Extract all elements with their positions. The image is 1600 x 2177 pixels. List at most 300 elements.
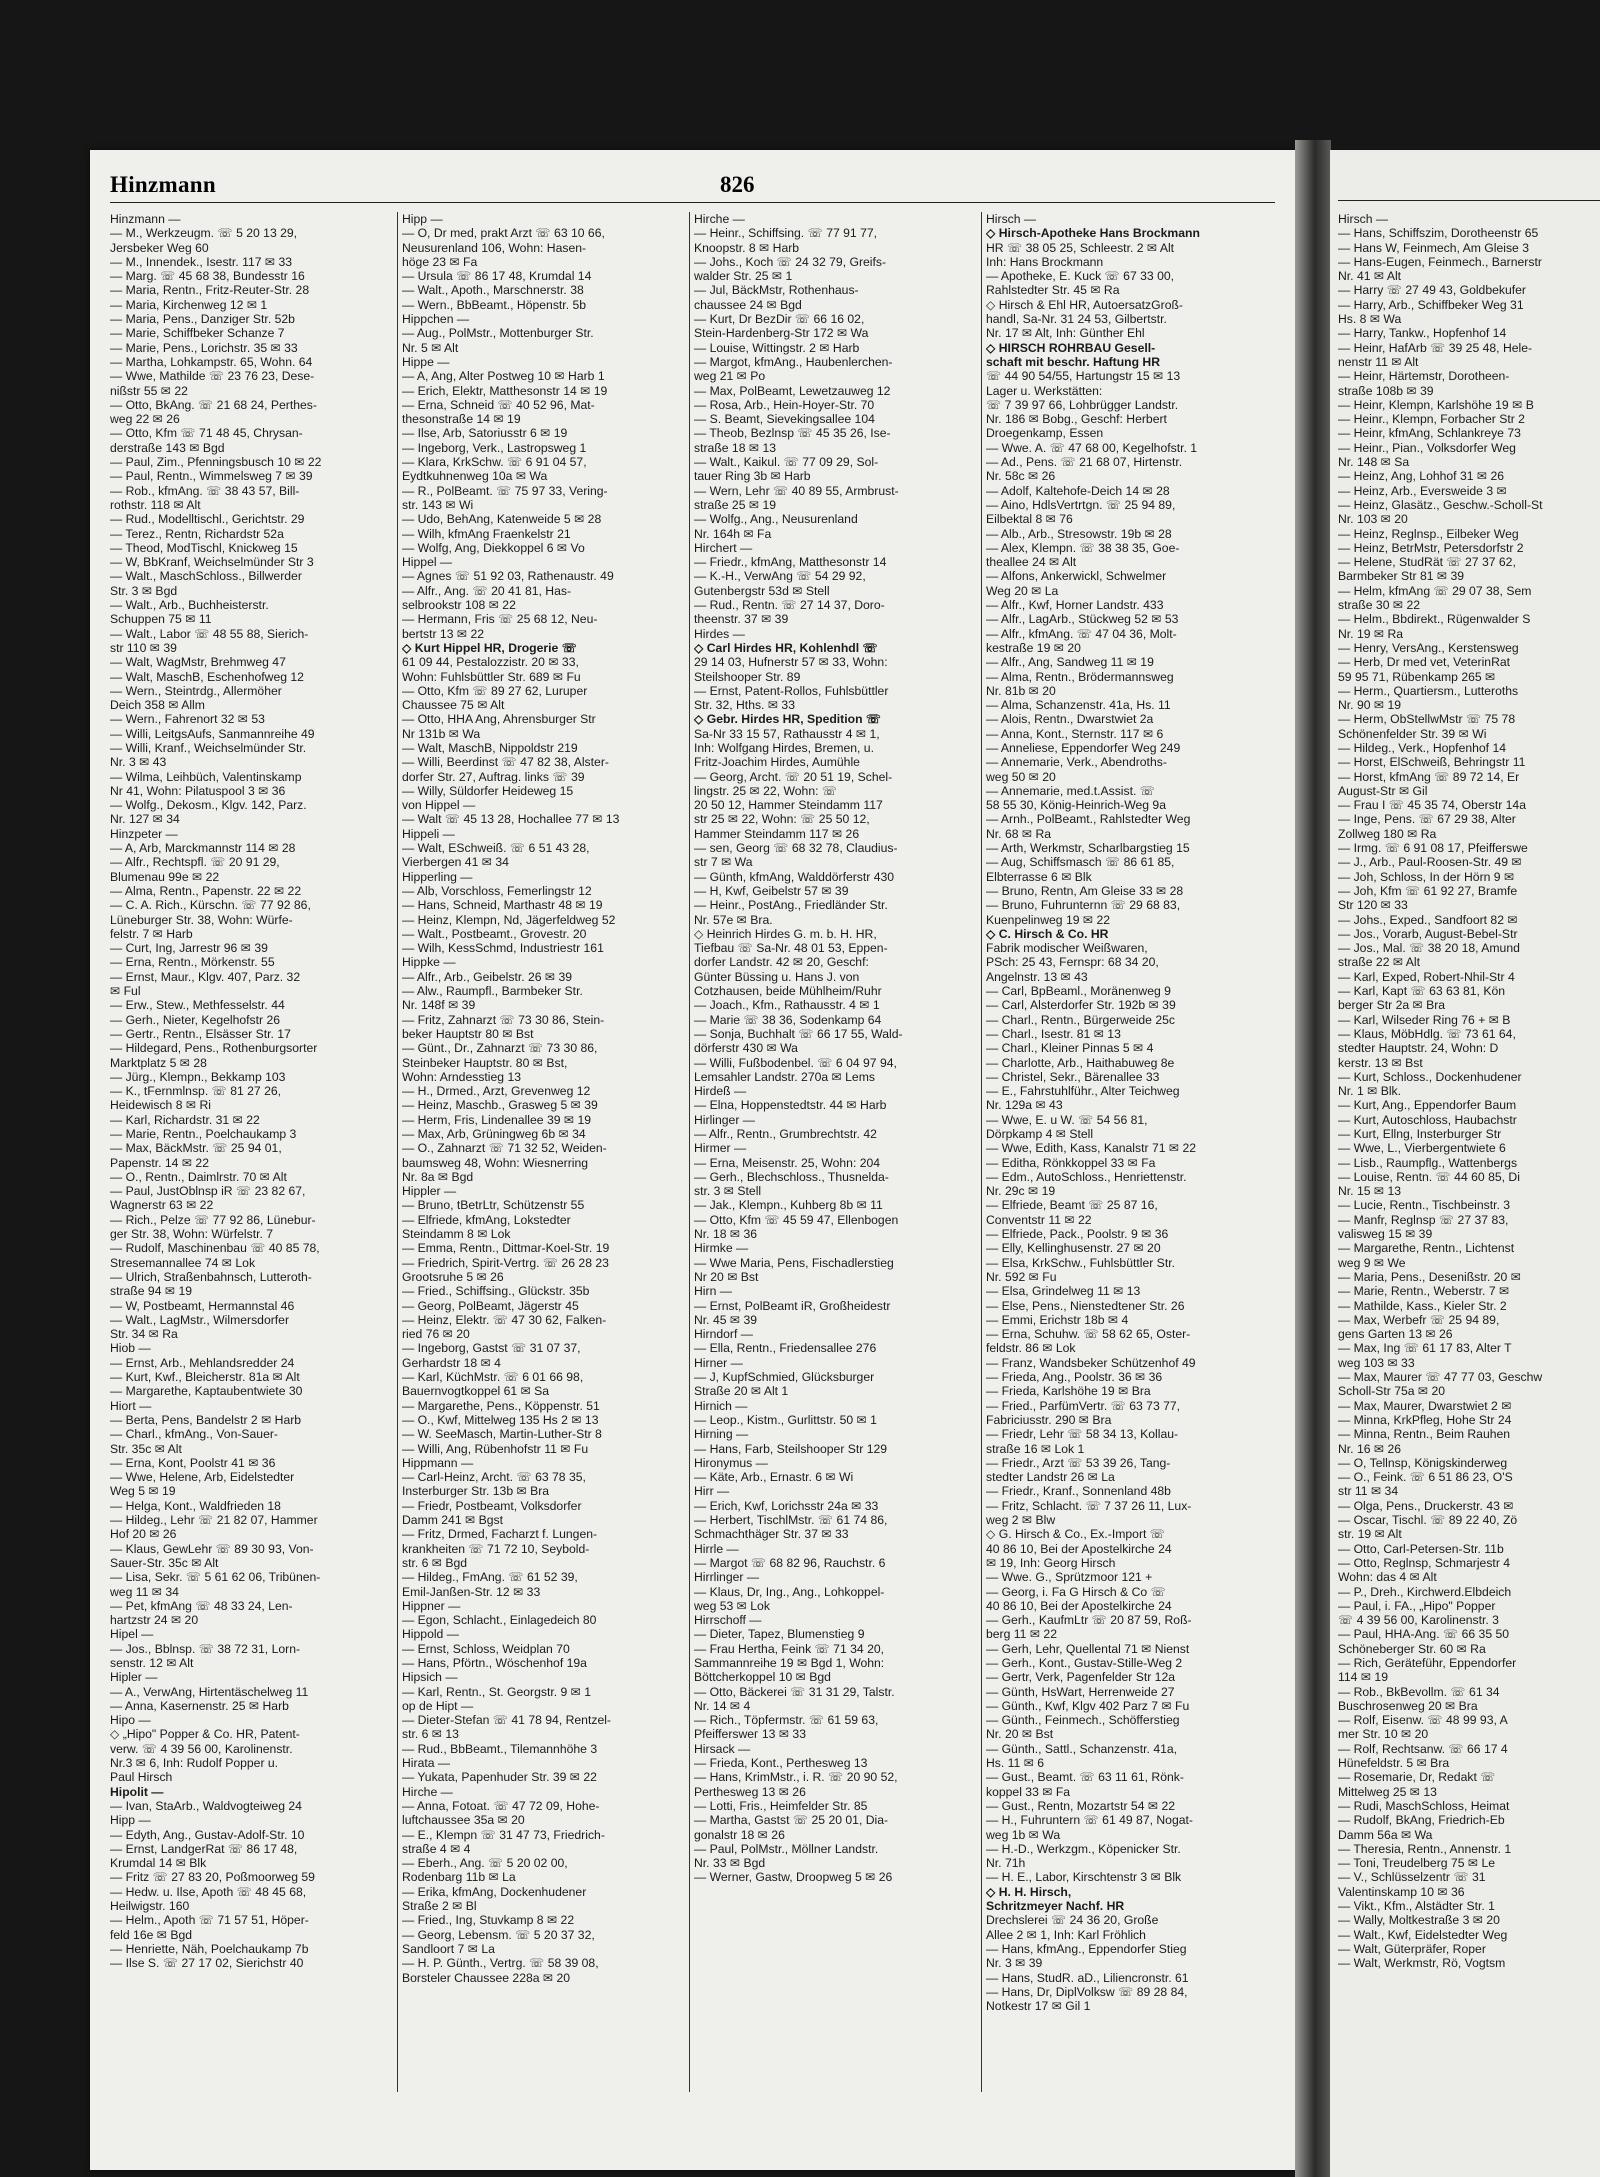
- directory-entry-line: ◇ HIRSCH ROHRBAU Gesell-: [986, 340, 1156, 355]
- directory-entry-line: — Alma, Rentn., Brödermannsweg: [986, 669, 1174, 684]
- directory-entry-line: 40 86 10, Bei der Apostelkirche 24: [986, 1598, 1172, 1613]
- directory-entry-line: ◇ H. H. Hirsch,: [986, 1884, 1072, 1899]
- directory-entry-line: Schuppen 75 ✉ 11: [110, 612, 212, 627]
- directory-entry-line: — Erika, kfmAng, Dockenhudener: [402, 1884, 587, 1899]
- directory-entry-line: baumsweg 48, Wohn: Wiesnerring: [402, 1155, 589, 1170]
- directory-entry-line: — Klaus, MöbHdlg. ☏ 73 61 64,: [1338, 1026, 1516, 1041]
- directory-entry-line: — Yukata, Papenhuder Str. 39 ✉ 22: [402, 1770, 597, 1785]
- directory-entry-line: — Horst, ElSchweiß, Behringstr 11: [1338, 755, 1526, 770]
- directory-entry-line: str. 6 ✉ Bgd: [402, 1555, 468, 1570]
- directory-entry-line: — Hildeg., Lehr ☏ 21 82 07, Hammer: [110, 1513, 318, 1528]
- directory-entry-line: — Kurt, Schloss., Dockenhudener: [1338, 1069, 1522, 1084]
- directory-entry-line: — Alfr., Rentn., Grumbrechtstr. 42: [694, 1127, 877, 1141]
- directory-entry-line: beker Hauptstr 80 ✉ Bst: [402, 1026, 534, 1041]
- directory-entry-line: von Hippel —: [402, 798, 476, 813]
- directory-entry-line: Hirdeß —: [694, 1084, 747, 1099]
- directory-entry-line: — H. E., Labor, Kirschtenstr 3 ✉ Blk: [986, 1870, 1182, 1885]
- directory-entry-line: Nr.3 ✉ 6, Inh: Rudolf Popper u.: [110, 1756, 279, 1771]
- directory-entry-line: Hirrlinger —: [694, 1570, 760, 1585]
- directory-entry-line: — Wern., Fahrenort 32 ✉ 53: [110, 712, 265, 727]
- directory-entry-line: Hippeli —: [402, 826, 455, 841]
- directory-entry-line: — Rolf, Eisenw. ☏ 48 99 93, A: [1338, 1713, 1508, 1728]
- directory-entry-line: Nr. 8a ✉ Bgd: [402, 1169, 474, 1184]
- directory-entry-line: Stein-Hardenberg-Str 172 ✉ Wa: [694, 326, 869, 341]
- directory-entry-line: ◇ Hirsch-Apotheke Hans Brockmann: [986, 226, 1200, 241]
- directory-entry-line: — W. SeeMasch, Martin-Luther-Str 8: [402, 1427, 602, 1442]
- directory-entry-line: op de Hipt —: [402, 1698, 474, 1713]
- directory-entry-line: — Jürg., Klempn., Bekkamp 103: [110, 1069, 286, 1084]
- directory-entry-line: — Gust., Beamt. ☏ 63 11 61, Rönk-: [986, 1770, 1184, 1785]
- directory-entry-line: Hirdes —: [694, 626, 745, 641]
- directory-entry-line: — Rudolf, BkAng, Friedrich-Eb: [1338, 1813, 1505, 1828]
- directory-entry-line: ried 76 ✉ 20: [402, 1327, 470, 1342]
- directory-entry-line: — Joh, Kfm ☏ 61 92 27, Bramfe: [1338, 883, 1518, 898]
- directory-entry-line: — Erna, Schneid ☏ 40 52 96, Mat-: [402, 397, 595, 412]
- directory-entry-line: — Alfr., Ang, Sandweg 11 ✉ 19: [986, 655, 1154, 670]
- directory-entry-line: Str. 34 ✉ Ra: [110, 1327, 178, 1342]
- directory-entry-line: Nr. 90 ✉ 19: [1338, 698, 1402, 713]
- directory-entry-line: Weg 20 ✉ La: [986, 583, 1059, 598]
- directory-entry-line: — Horst, kfmAng ☏ 89 72 14, Er: [1338, 769, 1520, 784]
- directory-entry-line: — Wwe. A. ☏ 47 68 00, Kegelhofstr. 1: [986, 440, 1198, 455]
- directory-entry-line: — Else, Pens., Nienstedtener Str. 26: [986, 1298, 1185, 1313]
- directory-entry-line: — Ulrich, Straßenbahnsch, Lutteroth-: [110, 1269, 312, 1284]
- directory-column-2: [402, 212, 685, 2112]
- directory-entry-line: — Jos., Vorarb, August-Bebel-Str: [1338, 926, 1518, 941]
- directory-entry-line: Nr. 57e ✉ Bra.: [694, 912, 773, 927]
- directory-entry-line: — Paul, HHA-Ang. ☏ 66 35 50: [1338, 1627, 1510, 1642]
- directory-entry-line: Eilbektal 8 ✉ 76: [986, 512, 1073, 527]
- directory-entry-line: Nr. 15 ✉ 13: [1338, 1184, 1402, 1199]
- directory-entry-line: Scholl-Str 75a ✉ 20: [1338, 1384, 1446, 1399]
- directory-entry-line: straße 108b ✉ 39: [1338, 383, 1434, 398]
- directory-entry-line: Hipsich —: [402, 1670, 458, 1685]
- page-number: 826: [720, 172, 755, 197]
- directory-entry-line: — Louise, Wittingstr. 2 ✉ Harb: [694, 340, 860, 355]
- directory-entry-line: — Georg, PolBeamt, Jägerstr 45: [402, 1298, 579, 1313]
- directory-entry-line: Hirndorf —: [694, 1327, 753, 1342]
- directory-entry-line: ✉ Ful: [110, 984, 141, 999]
- directory-entry-line: — Rud., BbBeamt., Tilemannhöhe 3: [402, 1741, 598, 1756]
- directory-entry-line: Damm 241 ✉ Bgst: [402, 1513, 503, 1528]
- column-divider: [981, 212, 982, 2092]
- directory-entry-line: — Max, PolBeamt, Lewetzauweg 12: [694, 383, 891, 398]
- directory-entry-line: Drechslerei ☏ 24 36 20, Große: [986, 1913, 1159, 1928]
- directory-entry-line: Marktplatz 5 ✉ 28: [110, 1055, 207, 1070]
- directory-entry-line: — Martha, Gastst ☏ 25 20 01, Dia-: [694, 1813, 889, 1828]
- directory-entry-line: — Vikt., Kfm., Alstädter Str. 1: [1338, 1899, 1495, 1914]
- directory-entry-line: Hirrschoff —: [694, 1613, 762, 1628]
- directory-entry-line: ☏ 44 90 54/55, Hartungstr 15 ✉ 13: [986, 369, 1181, 384]
- directory-entry-line: — Georg, Archt. ☏ 20 51 19, Schel-: [694, 769, 893, 784]
- directory-entry-line: — Helga, Kont., Waldfrieden 18: [110, 1498, 281, 1513]
- directory-entry-line: — Georg, Lebensm. ☏ 5 20 37 32,: [402, 1927, 595, 1942]
- directory-entry-line: — Carl-Heinz, Archt. ☏ 63 78 35,: [402, 1470, 586, 1485]
- directory-entry-line: — Elna, Hoppenstedtstr. 44 ✉ Harb: [694, 1098, 887, 1113]
- directory-entry-line: — Frieda, Ang., Poolstr. 36 ✉ 36: [986, 1370, 1163, 1385]
- directory-entry-line: — A., VerwAng, Hirtentäschelweg 11: [110, 1684, 309, 1699]
- directory-entry-line: — Hildeg., Verk., Hopfenhof 14: [1338, 740, 1507, 755]
- directory-entry-line: Str 120 ✉ 33: [1338, 898, 1408, 913]
- directory-entry-line: Notkestr 17 ✉ Gil 1: [986, 1999, 1091, 2014]
- directory-entry-line: — Wern, Lehr ☏ 40 89 55, Armbrust-: [694, 483, 899, 498]
- directory-entry-line: Schönenfelder Str. 39 ✉ Wi: [1338, 726, 1487, 741]
- directory-entry-line: — Theresia, Rentn., Annenstr. 1: [1338, 1841, 1512, 1856]
- directory-entry-line: 20 50 12, Hammer Steindamm 117: [694, 798, 883, 813]
- directory-entry-line: — Otto, Carl-Petersen-Str. 11b: [1338, 1541, 1504, 1556]
- directory-entry-line: — Friedr., Kranf., Sonnenland 48b: [986, 1484, 1171, 1499]
- directory-entry-line: — Wwe, L., Vierbergentwiete 6: [1338, 1141, 1506, 1156]
- directory-entry-line: — S. Beamt, Sievekingsallee 104: [694, 412, 875, 427]
- directory-entry-line: — Wern., BbBeamt., Höpenstr. 5b: [402, 297, 587, 312]
- directory-entry-line: — Rud., Rentn. ☏ 27 14 37, Doro-: [694, 598, 885, 613]
- directory-entry-line: — Wolfg., Dekosm., Klgv. 142, Parz.: [110, 798, 307, 813]
- directory-entry-line: — Heinr, HafArb ☏ 39 25 48, Hele-: [1338, 340, 1533, 355]
- directory-entry-line: — Bruno, tBetrLtr, Schützenstr 55: [402, 1198, 585, 1213]
- directory-entry-line: — Elly, Kellinghusenstr. 27 ✉ 20: [986, 1241, 1161, 1256]
- directory-entry-line: — Ilse S. ☏ 27 17 02, Sierichstr 40: [110, 1956, 304, 1971]
- directory-entry-line: — Friedr., kfmAng, Matthesonstr 14: [694, 555, 887, 570]
- directory-entry-line: Stresemannallee 74 ✉ Lok: [110, 1255, 256, 1270]
- directory-entry-line: tauer Ring 3b ✉ Harb: [694, 469, 811, 484]
- directory-entry-line: Insterburger Str. 13b ✉ Bra: [402, 1484, 550, 1499]
- directory-entry-line: Hirchert —: [694, 540, 753, 555]
- directory-entry-line: berg 11 ✉ 22: [986, 1627, 1057, 1642]
- directory-entry-line: — Walt, Güterpräfer, Roper: [1338, 1941, 1486, 1956]
- directory-entry-line: — Apotheke, E. Kuck ☏ 67 33 00,: [986, 269, 1175, 284]
- directory-entry-line: 114 ✉ 19: [1338, 1670, 1388, 1685]
- directory-entry-line: — Wwe, Edith, Kass, Kanalstr 71 ✉ 22: [986, 1141, 1197, 1156]
- directory-entry-line: — Maria, Pens., Danziger Str. 52b: [110, 312, 295, 327]
- directory-entry-line: — Frau Hertha, Feink ☏ 71 34 20,: [694, 1641, 885, 1656]
- directory-entry-line: — Hans, Farb, Steilshooper Str 129: [694, 1441, 888, 1456]
- directory-entry-line: — O, Dr med, prakt Arzt ☏ 63 10 66,: [402, 226, 605, 241]
- directory-entry-line: nenstr 11 ✉ Alt: [1338, 354, 1419, 369]
- directory-entry-line: — Otto, Bäckerei ☏ 31 31 29, Talstr.: [694, 1684, 895, 1699]
- directory-entry-line: — Günth, HsWart, Herrenweide 27: [986, 1684, 1175, 1699]
- directory-entry-line: — Herb, Dr med vet, VeterinRat: [1338, 655, 1511, 670]
- directory-entry-line: ✉ 19, Inh: Georg Hirsch: [986, 1555, 1116, 1570]
- directory-entry-line: Nr. 164h ✉ Fa: [694, 526, 772, 541]
- directory-entry-line: — Herm, Fris, Lindenallee 39 ✉ 19: [402, 1112, 592, 1127]
- directory-entry-line: — W, Postbeamt, Hermannstal 46: [110, 1298, 295, 1313]
- directory-entry-line: — Terez., Rentn, Richardstr 52a: [110, 526, 284, 541]
- directory-entry-line: Hünefeldstr. 5 ✉ Bra: [1338, 1756, 1450, 1771]
- directory-entry-line: Nr. 14 ✉ 4: [694, 1698, 751, 1713]
- directory-entry-line: — Heinz, Klempn, Nd, Jägerfeldweg 52: [402, 912, 616, 927]
- directory-column-5: [1338, 212, 1600, 2112]
- directory-entry-line: weg 50 ✉ 20: [986, 769, 1056, 784]
- directory-entry-line: — Elfriede, Beamt ☏ 25 87 16,: [986, 1198, 1158, 1213]
- directory-entry-line: — Hedw. u. Ilse, Apoth ☏ 48 45 68,: [110, 1884, 307, 1899]
- directory-entry-line: Kuenpelinweg 19 ✉ 22: [986, 912, 1111, 927]
- directory-entry-line: — Alfr., Ang. ☏ 20 41 81, Has-: [402, 583, 572, 598]
- directory-entry-line: Nr. 41 ✉ Alt: [1338, 269, 1402, 284]
- directory-entry-line: — Karl, KüchMstr. ☏ 6 01 66 98,: [402, 1370, 584, 1385]
- directory-entry-line: Valentinskamp 10 ✉ 36: [1338, 1884, 1465, 1899]
- directory-entry-line: — Udo, BehAng, Katenweide 5 ✉ 28: [402, 512, 602, 527]
- directory-entry-line: Neusurenland 106, Wohn: Hasen-: [402, 240, 587, 255]
- directory-entry-line: weg 9 ✉ We: [1338, 1255, 1406, 1270]
- running-header: [110, 172, 1275, 203]
- directory-entry-line: Hirata —: [402, 1756, 451, 1771]
- directory-entry-line: — Gertr., Rentn., Elsässer Str. 17: [110, 1026, 291, 1041]
- directory-entry-line: Wagnerstr 63 ✉ 22: [110, 1198, 214, 1213]
- directory-entry-line: Gerhardstr 18 ✉ 4: [402, 1355, 501, 1370]
- directory-entry-line: Nr. 81b ✉ 20: [986, 683, 1056, 698]
- directory-entry-line: — Walt, Werkmstr, Rö, Vogtsm: [1338, 1956, 1506, 1971]
- directory-entry-line: — Olga, Pens., Druckerstr. 43 ✉: [1338, 1498, 1514, 1513]
- directory-entry-line: handl, Sa-Nr. 31 24 53, Gilbertstr.: [986, 312, 1167, 327]
- directory-entry-line: — Marie, Schiffbeker Schanze 7: [110, 326, 285, 341]
- directory-entry-line: Hammer Steindamm 117 ✉ 26: [694, 826, 860, 841]
- directory-entry-line: Hirlinger —: [694, 1112, 755, 1127]
- directory-entry-line: August-Str ✉ Gil: [1338, 783, 1428, 798]
- directory-entry-line: Hipperling —: [402, 869, 473, 884]
- directory-entry-line: — W, BbKranf, Weichselmünder Str 3: [110, 555, 314, 570]
- directory-entry-line: straße 94 ✉ 19: [110, 1284, 193, 1299]
- directory-entry-line: Tiefbau ☏ Sa-Nr. 48 01 53, Eppen-: [694, 941, 888, 956]
- directory-entry-line: — Bruno, Fuhrunternn ☏ 29 68 83,: [986, 898, 1181, 913]
- directory-entry-line: Hipler —: [110, 1670, 158, 1685]
- directory-entry-line: — Emmi, Erichstr 18b ✉ 4: [986, 1312, 1129, 1327]
- directory-entry-line: kerstr. 13 ✉ Bst: [1338, 1055, 1423, 1070]
- directory-entry-line: — Max, Werbefr ☏ 25 94 89,: [1338, 1312, 1500, 1327]
- directory-entry-line: — Max, Maurer ☏ 47 77 03, Geschw: [1338, 1370, 1543, 1385]
- directory-entry-line: Hirsack —: [694, 1741, 751, 1756]
- directory-entry-line: — Charl., Kleiner Pinnas 5 ✉ 4: [986, 1041, 1154, 1056]
- directory-entry-line: — Wwe Maria, Pens, Fischadlerstieg: [694, 1255, 894, 1270]
- directory-entry-line: Sammannreihe 19 ✉ Bgd 1, Wohn:: [694, 1655, 885, 1670]
- directory-entry-line: — Frieda, Karlshöhe 19 ✉ Bra: [986, 1384, 1151, 1399]
- directory-entry-line: Fabriciusstr. 290 ✉ Bra: [986, 1412, 1112, 1427]
- directory-entry-line: straße 16 ✉ Lok 1: [986, 1441, 1085, 1456]
- directory-entry-line: — Ernst, LandgerRat ☏ 86 17 48,: [110, 1841, 298, 1856]
- directory-entry-line: — Gerh., Blechschloss., Thusnelda-: [694, 1169, 889, 1184]
- directory-entry-line: kestraße 19 ✉ 20: [986, 640, 1081, 655]
- directory-entry-line: lingstr. 25 ✉ 22, Wohn: ☏: [694, 783, 838, 798]
- directory-entry-line: 58 55 30, König-Heinrich-Weg 9a: [986, 798, 1166, 813]
- directory-entry-line: Lüneburger Str. 38, Wohn: Würfe-: [110, 912, 293, 927]
- directory-entry-line: stedter Hauptstr. 24, Wohn: D: [1338, 1041, 1499, 1056]
- directory-entry-line: — Emma, Rentn., Dittmar-Koel-Str. 19: [402, 1241, 610, 1256]
- directory-entry-line: — Hans W, Feinmech, Am Gleise 3: [1338, 240, 1529, 255]
- directory-entry-line: 61 09 44, Pestalozzistr. 20 ✉ 33,: [402, 655, 579, 670]
- directory-entry-line: — Ella, Rentn., Friedensallee 276: [694, 1341, 877, 1356]
- directory-entry-line: — Hans, Schiffszim, Dorotheenstr 65: [1338, 226, 1539, 241]
- directory-entry-line: — Marie, Rentn., Poelchaukamp 3: [110, 1127, 297, 1141]
- directory-entry-line: Barmbeker Str 81 ✉ 39: [1338, 569, 1465, 584]
- directory-entry-line: Eydtkuhnenweg 10a ✉ Wa: [402, 469, 548, 484]
- directory-entry-line: — J, KupfSchmied, Glücksburger: [694, 1370, 875, 1385]
- directory-entry-line: — Karl, Exped, Robert-Nhil-Str 4: [1338, 969, 1515, 984]
- directory-entry-line: straße 25 ✉ 19: [694, 497, 777, 512]
- directory-entry-line: — O, Tellnsp, Königskinderweg: [1338, 1455, 1508, 1470]
- directory-entry-line: — Wern., Steintrdg., Allermöher: [110, 683, 282, 698]
- directory-entry-line: — Hans, kfmAng., Eppendorfer Stieg: [986, 1941, 1187, 1956]
- directory-entry-line: — Ad., Pens. ☏ 21 68 07, Hirtenstr.: [986, 455, 1183, 470]
- directory-entry-line: — Friedr, Postbeamt, Volksdorfer: [402, 1498, 582, 1513]
- directory-entry-line: Dörpkamp 4 ✉ Stell: [986, 1127, 1094, 1141]
- directory-entry-line: — Alfons, Ankerwickl, Schwelmer: [986, 569, 1167, 584]
- directory-entry-line: weg 1b ✉ Wa: [986, 1827, 1061, 1842]
- directory-entry-line: — Fried., Ing, Stuvkamp 8 ✉ 22: [402, 1913, 575, 1928]
- directory-entry-line: — Erna, Kont, Poolstr 41 ✉ 36: [110, 1455, 276, 1470]
- directory-entry-line: ☏ 7 39 97 66, Lohbrügger Landstr.: [986, 397, 1179, 412]
- directory-entry-line: — Gust., Rentn, Mozartstr 54 ✉ 22: [986, 1798, 1176, 1813]
- directory-entry-line: — Max, BäckMstr. ☏ 25 94 01,: [110, 1141, 282, 1156]
- directory-entry-line: Nr. 186 ✉ Bobg., Geschf: Herbert: [986, 412, 1167, 427]
- directory-entry-line: — Marie ☏ 38 36, Sodenkamp 64: [694, 1012, 882, 1027]
- directory-entry-line: — Arnh., PolBeamt., Rahlstedter Weg: [986, 812, 1191, 827]
- directory-entry-line: Grootsruhe 5 ✉ 26: [402, 1269, 504, 1284]
- directory-entry-line: — Kurt, Autoschloss, Haubachstr: [1338, 1112, 1517, 1127]
- directory-entry-line: Nr. 16 ✉ 26: [1338, 1441, 1402, 1456]
- directory-entry-line: weg 21 ✉ Po: [694, 369, 766, 384]
- directory-entry-line: straße 18 ✉ 13: [694, 440, 777, 455]
- directory-entry-line: — Karl, Wilseder Ring 76 + ✉ B: [1338, 1012, 1511, 1027]
- directory-entry-line: — Margot, kfmAng., Haubenlerchen-: [694, 354, 893, 369]
- directory-entry-line: Hippe —: [402, 354, 450, 369]
- directory-entry-line: — Wilma, Leihbüch, Valentinskamp: [110, 769, 302, 784]
- directory-entry-line: weg 22 ✉ 26: [110, 412, 180, 427]
- directory-entry-line: — Anna, Kasernenstr. 25 ✉ Harb: [110, 1698, 289, 1713]
- directory-entry-line: — Herm., Quartiersm., Lutteroths: [1338, 683, 1519, 698]
- directory-entry-line: — H.-D., Werkzgm., Köpenicker Str.: [986, 1841, 1181, 1856]
- directory-entry-line: Hinzmann —: [110, 212, 181, 226]
- directory-column-3: [694, 212, 977, 2112]
- directory-entry-line: — Ingeborg, Gastst ☏ 31 07 37,: [402, 1341, 581, 1356]
- directory-entry-line: Mittelweg 25 ✉ 13: [1338, 1784, 1437, 1799]
- directory-entry-line: — Anna, Fotoat. ☏ 47 72 09, Hohe-: [402, 1798, 600, 1813]
- directory-entry-line: — Klaus, Dr, Ing., Ang., Lohkoppel-: [694, 1584, 885, 1599]
- directory-entry-line: — Harry, Arb., Schiffbeker Weg 31: [1338, 297, 1524, 312]
- directory-entry-line: — Otto, HHA Ang, Ahrensburger Str: [402, 712, 596, 727]
- directory-entry-line: Schmachthäger Str. 37 ✉ 33: [694, 1527, 849, 1542]
- directory-entry-line: — Toni, Treudelberg 75 ✉ Le: [1338, 1856, 1496, 1871]
- directory-entry-line: Schritzmeyer Nachf. HR: [986, 1899, 1125, 1914]
- directory-entry-line: Krumdal 14 ✉ Blk: [110, 1856, 207, 1871]
- directory-entry-line: — Annemarie, med.t.Assist. ☏: [986, 783, 1155, 798]
- directory-entry-line: — Fritz, Drmed, Facharzt f. Lungen-: [402, 1527, 598, 1542]
- directory-entry-line: — Günth, kfmAng, Walddörferstr 430: [694, 869, 895, 884]
- directory-entry-line: weg 53 ✉ Lok: [694, 1598, 770, 1613]
- directory-entry-line: Damm 56a ✉ Wa: [1338, 1827, 1433, 1842]
- directory-entry-line: — M., Innendek., Isestr. 117 ✉ 33: [110, 254, 293, 269]
- directory-entry-line: — Fritz, Schlacht. ☏ 7 37 26 11, Lux-: [986, 1498, 1192, 1513]
- directory-entry-line: Pertheswеg 13 ✉ 26: [694, 1784, 806, 1799]
- directory-entry-line: PSch: 25 43, Fernspr: 68 34 20,: [986, 955, 1159, 970]
- directory-entry-line: — Elfriede, kfmAng, Lokstedter: [402, 1212, 571, 1227]
- directory-entry-line: feldstr. 86 ✉ Lok: [986, 1341, 1076, 1356]
- directory-entry-line: — Franz, Wandsbeker Schützenhof 49: [986, 1355, 1196, 1370]
- directory-entry-line: — Rolf, Rechtsanw. ☏ 66 17 4: [1338, 1741, 1508, 1756]
- directory-entry-line: — Helm., Bbdirekt., Rügenwalder S: [1338, 612, 1531, 627]
- directory-entry-line: — A, Ang, Alter Postweg 10 ✉ Harb 1: [402, 369, 605, 384]
- directory-entry-line: — Erich, Kwf, Lorichsstr 24a ✉ 33: [694, 1498, 879, 1513]
- directory-entry-line: — Maria, Kirchenweg 12 ✉ 1: [110, 297, 268, 312]
- directory-entry-line: — Fritz, Zahnarzt ☏ 73 30 86, Stein-: [402, 1012, 605, 1027]
- directory-entry-line: Hipolit —: [110, 1784, 164, 1799]
- directory-entry-line: — Rosemarie, Dr, Redakt ☏: [1338, 1770, 1496, 1785]
- directory-entry-line: Nr. 29c ✉ 19: [986, 1184, 1056, 1199]
- directory-entry-line: Knoopstr. 8 ✉ Harb: [694, 240, 800, 255]
- directory-entry-line: — Adolf, Kaltehofe-Deich 14 ✉ 28: [986, 483, 1170, 498]
- directory-entry-line: Hirnich —: [694, 1398, 748, 1413]
- directory-entry-line: — Karl, Rentn., St. Georgstr. 9 ✉ 1: [402, 1684, 592, 1699]
- directory-entry-line: Hirrle —: [694, 1541, 739, 1556]
- directory-entry-line: Hippold —: [402, 1627, 459, 1642]
- directory-entry-line: dörferstr 430 ✉ Wa: [694, 1041, 798, 1056]
- column-divider: [689, 212, 690, 2092]
- directory-entry-line: — Hans, Dr, DiplVolksw ☏ 89 28 84,: [986, 1984, 1188, 1999]
- directory-entry-line: Nr. 20 ✉ Bst: [986, 1727, 1054, 1742]
- directory-column-4: [986, 212, 1273, 2112]
- directory-entry-line: Nr. 592 ✉ Fu: [986, 1269, 1057, 1284]
- directory-entry-line: — Alma, Schanzenstr. 41a, Hs. 11: [986, 698, 1171, 713]
- directory-entry-line: — Rosa, Arb., Hein-Hoyer-Str. 70: [694, 397, 875, 412]
- directory-entry-line: Hipp —: [110, 1813, 151, 1828]
- directory-entry-line: — Alfr., Arb., Geibelstr. 26 ✉ 39: [402, 969, 573, 984]
- directory-entry-line: 59 95 71, Rübenkamp 265 ✉: [1338, 669, 1496, 684]
- directory-entry-line: Hiort —: [110, 1398, 152, 1413]
- directory-entry-line: selbrookstr 108 ✉ 22: [402, 598, 516, 613]
- directory-entry-line: — Günth., Sattl., Schanzenstr. 41a,: [986, 1741, 1178, 1756]
- directory-entry-line: — Alw., Raumpfl., Barmbeker Str.: [402, 984, 583, 999]
- directory-entry-line: Emil-Janßen-Str. 12 ✉ 33: [402, 1584, 541, 1599]
- directory-entry-line: Hirmer —: [694, 1141, 747, 1156]
- directory-entry-line: — Heinz, Elektr. ☏ 47 30 62, Falken-: [402, 1312, 607, 1327]
- directory-entry-line: — Jos., Mal. ☏ 38 20 18, Amund: [1338, 941, 1520, 956]
- directory-entry-line: — Minna, Rentn., Beim Rauhen: [1338, 1427, 1511, 1442]
- directory-entry-line: Günter Büssing u. Hans J. von: [694, 969, 860, 984]
- directory-entry-line: krankheiten ☏ 71 72 10, Seybold-: [402, 1541, 590, 1556]
- directory-entry-line: str. 6 ✉ 13: [402, 1727, 459, 1742]
- directory-entry-line: — Hildeg., FmAng. ☏ 61 52 39,: [402, 1570, 578, 1585]
- directory-entry-line: — Wally, Moltkestraße 3 ✉ 20: [1338, 1913, 1500, 1928]
- directory-entry-line: Hippel —: [402, 555, 453, 570]
- directory-entry-line: — Gerh, Lehr, Quellental 71 ✉ Nienst: [986, 1641, 1190, 1656]
- directory-entry-line: Nr 20 ✉ Bst: [694, 1269, 759, 1284]
- directory-entry-line: bertstr 13 ✉ 22: [402, 626, 485, 641]
- directory-entry-line: dorfer Str. 27, Auftrag. links ☏ 39: [402, 769, 585, 784]
- directory-entry-line: — Alois, Rentn., Dwarstwiet 2a: [986, 712, 1154, 727]
- directory-entry-line: Hirche —: [694, 212, 745, 226]
- directory-entry-line: feld 16e ✉ Bgd: [110, 1927, 193, 1942]
- column-divider: [397, 212, 398, 2092]
- directory-entry-line: ◇ G. Hirsch & Co., Ex.-Import ☏: [986, 1527, 1166, 1542]
- directory-entry-line: — Heinz, BetrMstr, Petersdorfstr 2: [1338, 540, 1524, 555]
- directory-entry-line: Nr 131b ✉ Wa: [402, 726, 481, 741]
- directory-entry-line: — Inge, Pens. ☏ 67 29 38, Alter: [1338, 812, 1516, 827]
- directory-entry-line: mer Str. 10 ✉ 20: [1338, 1727, 1429, 1742]
- directory-entry-line: Conventstr 11 ✉ 22: [986, 1212, 1092, 1227]
- directory-entry-line: koppel 33 ✉ Fa: [986, 1784, 1071, 1799]
- directory-entry-line: — Rudolf, Maschinenbau ☏ 40 85 78,: [110, 1241, 320, 1256]
- directory-entry-line: — Otto, Reglnsp, Schmarjestr 4: [1338, 1555, 1511, 1570]
- directory-entry-line: Hippler —: [402, 1184, 457, 1199]
- directory-entry-line: Steinbeker Hauptstr. 80 ✉ Bst,: [402, 1055, 568, 1070]
- directory-entry-line: — Margot ☏ 68 82 96, Rauchstr. 6: [694, 1555, 886, 1570]
- directory-entry-line: — Erna, Schuhw. ☏ 58 62 65, Oster-: [986, 1327, 1191, 1342]
- directory-entry-line: — Rudi, MaschSchloss, Heimat: [1338, 1798, 1510, 1813]
- directory-entry-line: Steilshooper Str. 89: [694, 669, 801, 684]
- directory-entry-line: Nr. 3 ✉ 39: [986, 1956, 1043, 1971]
- directory-entry-line: — Annemarie, Verk., Abendroths-: [986, 755, 1167, 770]
- directory-entry-line: — O., Feink. ☏ 6 51 86 23, O'S: [1338, 1470, 1513, 1485]
- directory-entry-line: — Joh, Schloss, In der Hörn 9 ✉: [1338, 869, 1515, 884]
- directory-entry-line: Hipo —: [110, 1713, 151, 1728]
